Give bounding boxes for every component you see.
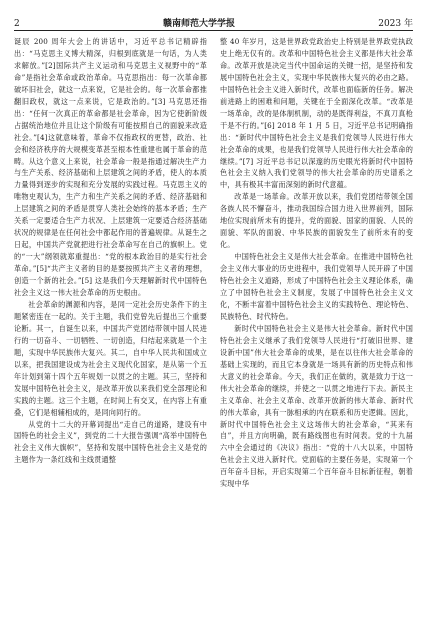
issue-year: 2023 年 — [378, 19, 413, 29]
paragraph: 改革是一场革命。改革开放以来，我们党团结带领全国各族人民不懈奋斗，推动我国综合国力进入世界前列，国际地位实现前所未有的提升，党的面貌、国家的面貌、人民的面貌、军队的面貌、中华民族的面貌发生了前所未有的变化。 — [220, 192, 413, 250]
paragraph: 从党的十二大的开幕词提出“走自己的道路，建设有中国特色的社会主义”，到党的二十大报告强调“高举中国特色社会主义伟大旗帜”，坚持和发展中国特色社会主义是党的主题作为一条红线和主线贯通整 — [14, 419, 207, 465]
paragraph: 诞辰 200 周年大会上的讲话中，习近平总书记精辟指出：“马克思主义博大精深，归根到底就是一句话，为人类求解放。”[2]国际共产主义运动和马克思主义视野中的“革命”是指社会革命或政治革命。马克思指出：每一次革命都破坏旧社会，就这一点来说，它是社会的。每一次革命都推翻旧政权，就这一点来说，它是政治的。”[3] 马克思还指出：“任何一次真正的革命都是社会革命，因为它使新阶级占据统治地位并且让这个阶级有可能按照自己的面貌来改造社会。”[4]这就意味着，革命不仅指政权的更替，政治、社会和经济秩序的大规模变革甚至根本性重建也属于革命的范畴。从这个意义上来说，社会革命一般是指通过解决生产力与生产关系、经济基础和上层建筑之间的矛盾，使人的本质力量得到逐步的实现和充分发展的实践过程。马克思主义的唯物史观认为，生产力和生产关系之间的矛盾、经济基础和上层建筑之间的矛盾是贯穿人类社会始终的基本矛盾；生产关系一定要适合生产力状况、上层建筑一定要适合经济基础状况的规律是在任何社会中都起作用的普遍规律。从诞生之日起，中国共产党就把进行社会革命写在自己的旗帜上。党的“一大”纲领就郑重提出：“党的根本政治目的是实行社会革命。”[5]“共产主义者的目的是要按照共产主义者的理想，创造一个新的社会。”[5] 这是我们今天理解新时代中国特色社会主义这一伟大社会革命的历史根由。 — [14, 37, 207, 298]
right-column — [220, 36, 413, 628]
journal-title: 赣南师范大学学报 — [162, 19, 235, 29]
header-rule — [14, 30, 413, 31]
page-header — [14, 8, 413, 30]
page-number: 2 — [14, 19, 20, 29]
paragraph: 新时代中国特色社会主义是伟大社会革命。新时代中国特色社会主义继承了我们党领导人民进行“打破旧世界、建设新中国”伟大社会革命的成果，是在以往伟大社会革命的基础上实现的，而且它本身就是一场具有新的历史特点和伟大意义的社会革命。今天，我们正在做的，就是致力于这一伟大社会革命的继续，并使之一以贯之地进行下去。新民主主义革命、社会主义革命、改革开放新的伟大革命、新时代的伟大革命，具有一脉相承的内在联系和历史逻辑。因此，新时代中国特色社会主义这场伟大的社会革命，“其来有自”，并且方向明确，既有路线图也有时间表。党的十九届六中全会通过的《决议》指出：“党的十八大以来，中国特色社会主义进入新时代。党面临的主要任务是，实现第一个百年奋斗目标，开启实现第二个百年奋斗目标新征程，朝着实现中华 — [220, 323, 413, 489]
paragraph: 整 40 年岁月，这是世界政党政治史上特别是世界政党执政史上绝无仅有的。改革和中国特色社会主义都是伟大社会革命。改革开放是决定当代中国命运的关键一招，是坚持和发展中国特色社会主义，实现中华民族伟大复兴的必由之路。中国特色社会主义进入新时代，改革也面临新的任务。解决前进路上的困难和问题，关键在于全面深化改革。“改革是一场革命，改的是体制机制，动的是既得利益，不真刀真枪干是不行的。”[6] 2018 年 1 月 5 日，习近平总书记明确指出：“新时代中国特色社会主义是我们党领导人民进行伟大社会革命的成果，也是我们党领导人民进行伟大社会革命的继续。”[7] 习近平总书记以深邃的历史眼光将新时代中国特色社会主义纳入我们党领导的伟大社会革命的历史谱系之中，具有极其丰富而深刻的新时代意蕴。 — [220, 37, 413, 190]
paragraph: 社会革命的渊源和内容，是同一定社会历史条件下的主题紧密连在一起的。关于主题，我们党曾先后提出三个重要论断。其一，自诞生以来，中国共产党团结带领中国人民进行的一切奋斗、一切牺牲、一切创造，归结起来就是一个主题，实现中华民族伟大复兴。其二，自中华人民共和国成立以来，把我国建设成为社会主义现代化国家，是从第一个五年计划到第十四个五年规划一以贯之的主题。其三，坚持和发展中国特色社会主义，是改革开放以来我们党全部理论和实践的主题。这三个主题，在时间上有交叉，在内容上有重叠，它们是相辅相成的，是同向同行的。 — [14, 299, 207, 417]
paragraph: 中国特色社会主义是伟大社会革命。在推进中国特色社会主义伟大事业的历史进程中，我们党领导人民开辟了中国特色社会主义道路，形成了中国特色社会主义理论体系，确立了中国特色社会主义制度，发展了中国特色社会主义文化，不断丰富着中国特色社会主义的实践特色、理论特色、民族特色、时代特色。 — [220, 252, 413, 321]
left-column — [14, 36, 207, 628]
